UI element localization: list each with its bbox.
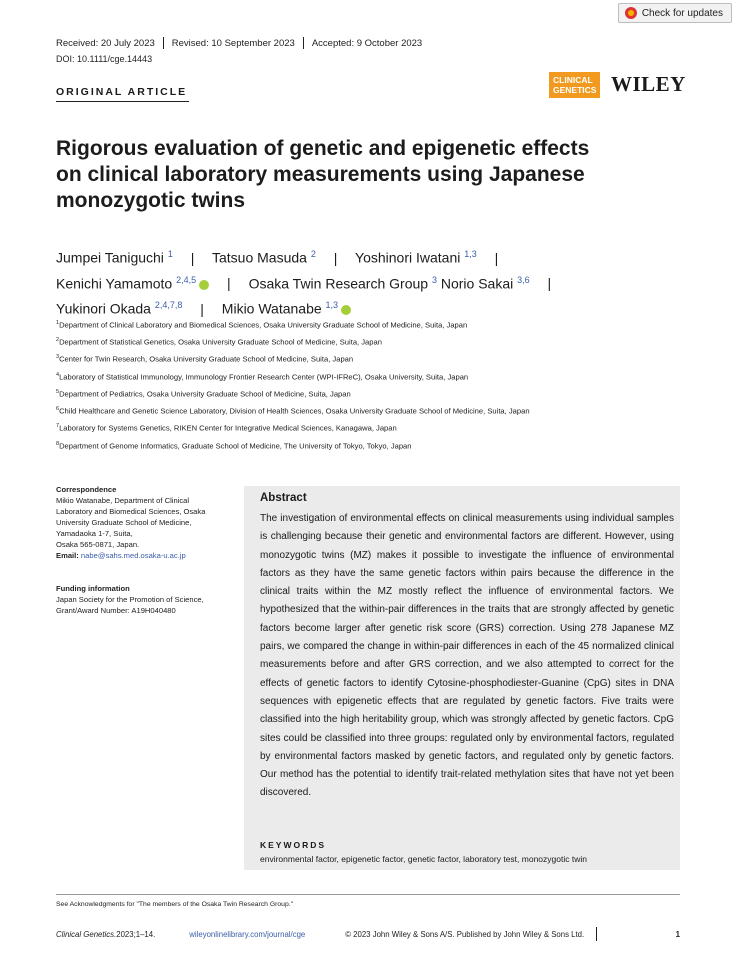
footnote-divider <box>56 894 680 895</box>
author-name[interactable]: Yukinori Okada <box>56 300 151 317</box>
author-list <box>56 243 656 320</box>
author-name[interactable]: Kenichi Yamamoto <box>56 275 173 292</box>
clinical-genetics-logo: CLINICAL GENETICS <box>549 72 600 98</box>
affiliation: $^8$Department of Genome Informatics, Graduate School of Medicine, The University of Tokyo, Tokyo, Japan <box>56 441 412 451</box>
keywords-text: environmental factor, epigenetic factor, genetic factor, laboratory test, monozygotic twin <box>260 854 587 864</box>
page-number: 1 <box>675 929 680 939</box>
article-type: ORIGINAL ARTICLE <box>56 86 188 98</box>
author-line: Kenichi Yamamoto $^{2,4,5}$ | Osaka Twin Research Group $^3$ Norio Sakai $^{3,6}$ | <box>56 274 552 292</box>
email-link[interactable]: nabe@sahs.med.osaka-u.ac.jp <box>80 551 186 560</box>
received-date: Received: 20 July 2023 <box>56 37 155 49</box>
author-name[interactable]: Yoshinori Iwatani <box>355 249 461 266</box>
correspondence-block: Correspondence Mikio Watanabe, Department of Clinical Laboratory and Biomedical Sciences, Osaka University Graduate School of Medicine, Yamadaoka 1-7, Suita, Osaka 565-0871, Japan. Email: nabe@sahs.med.osaka-u.ac.jp <box>56 485 206 560</box>
check-for-updates-label: Check for updates <box>641 7 723 19</box>
check-for-updates-button[interactable] <box>618 3 732 23</box>
author-name[interactable]: Jumpei Taniguchi <box>56 249 164 266</box>
correspondence-heading: Correspondence <box>56 485 117 494</box>
wiley-logo: WILEY <box>611 72 686 96</box>
author-name[interactable]: Osaka Twin Research Group <box>248 275 429 292</box>
affiliation: $^3$Center for Twin Research, Osaka University Graduate School of Medicine, Suita, Japan <box>56 354 354 364</box>
keywords-heading: KEYWORDS <box>260 840 327 850</box>
orcid-icon[interactable] <box>341 305 351 315</box>
article-title: Rigorous evaluation of genetic and epigenetic effects on clinical laboratory measurements using Japanese monozygotic twins <box>56 137 590 212</box>
abstract-text: The investigation of environmental effects on clinical measurements using individual samples is challenging because their genetic and environmental factors are different. However, using monozygotic twins (MZ) makes it possible to investigate the influence of environmental factors as they have the same genetic factors within pairs because the difference in the clinical traits within the MZ mostly reflect the influence of environmental factors. We hypothesized that the within-pair differences in the traits that are strongly affected by genetic factors become larger after genetic risk score (GRS) correction. Using 278 Japanese MZ pairs, we compared the change in within-pair differences in each of the 45 normalized clinical measurements before and after GRS correction, and we also attempted to correct for the effects of genetic factors to identify Cytosine-phosphodiester-Guanine (CpG) sites in DNA sequences with epigenetic effects that are regulated by genetic factors. Five traits were classified into the high heritability group, which was strongly affected by genetic factors. CpG sites could be classified into three groups: regulated only by environmental factors, regulated by environmental factors masked by genetic factors, and regulated only by genetic factors. Our method has the potential to identify trait-related methylation sites that have not yet been discovered. <box>260 513 674 799</box>
affiliation: $^1$Department of Clinical Laboratory and Biomedical Sciences, Osaka University Graduate School of Medicine, Suita, Japan <box>56 320 468 330</box>
date-divider <box>163 37 164 49</box>
copyright: © 2023 John Wiley & Sons A/S. Published by John Wiley & Sons Ltd. <box>345 929 585 939</box>
accepted-date: Accepted: 9 October 2023 <box>311 37 423 49</box>
article-dates <box>56 37 422 49</box>
date-divider <box>303 37 304 49</box>
author-name[interactable]: Tatsuo Masuda <box>212 249 307 266</box>
journal-name: Clinical Genetics. <box>56 929 117 939</box>
article-type-underline <box>56 101 189 102</box>
abstract-heading: Abstract <box>260 492 307 504</box>
affiliation: $^5$Department of Pediatrics, Osaka University Graduate School of Medicine, Suita, Japan <box>56 389 351 399</box>
affiliation: $^4$Laboratory of Statistical Immunology, Immunology Frontier Research Center (WPI-IFReC), Osaka University, Suita, Japan <box>56 372 469 382</box>
page-footer <box>56 927 680 941</box>
funding-heading: Funding information <box>56 584 130 593</box>
affiliation: $^7$Laboratory for Systems Genetics, RIKEN Center for Integrative Medical Sciences, Kanagawa, Japan <box>56 423 397 433</box>
author-line: Jumpei Taniguchi $^1$ | Tatsuo Masuda $^2$ | Yoshinori Iwatani $^{1,3}$ | <box>56 249 499 266</box>
citation: 2023;1–14. <box>116 929 156 939</box>
footer-divider <box>596 927 597 941</box>
affiliation: $^6$Child Healthcare and Genetic Science Laboratory, Division of Health Sciences, Osaka University Graduate School of Medicine, Suita, Japan <box>56 406 530 416</box>
crossmark-icon <box>625 7 637 19</box>
affiliation: $^2$Department of Statistical Genetics, Osaka University Graduate School of Medicine, Suita, Japan <box>56 337 382 347</box>
revised-date: Revised: 10 September 2023 <box>171 37 295 49</box>
doi: DOI: 10.1111/cge.14443 <box>56 54 153 64</box>
journal-link[interactable]: wileyonlinelibrary.com/journal/cge <box>189 929 306 939</box>
orcid-icon[interactable] <box>199 280 209 290</box>
author-name[interactable]: Mikio Watanabe <box>221 300 322 317</box>
funding-block: Funding information Japan Society for the Promotion of Science, Grant/Award Number: A19H040480 <box>56 584 204 615</box>
acknowledgement-note: See Acknowledgments for "The members of the Osaka Twin Research Group." <box>56 901 294 908</box>
author-line: Yukinori Okada $^{2,4,7,8}$ | Mikio Watanabe $^{1,3}$ <box>56 294 656 320</box>
author-name[interactable]: Norio Sakai <box>440 275 514 292</box>
